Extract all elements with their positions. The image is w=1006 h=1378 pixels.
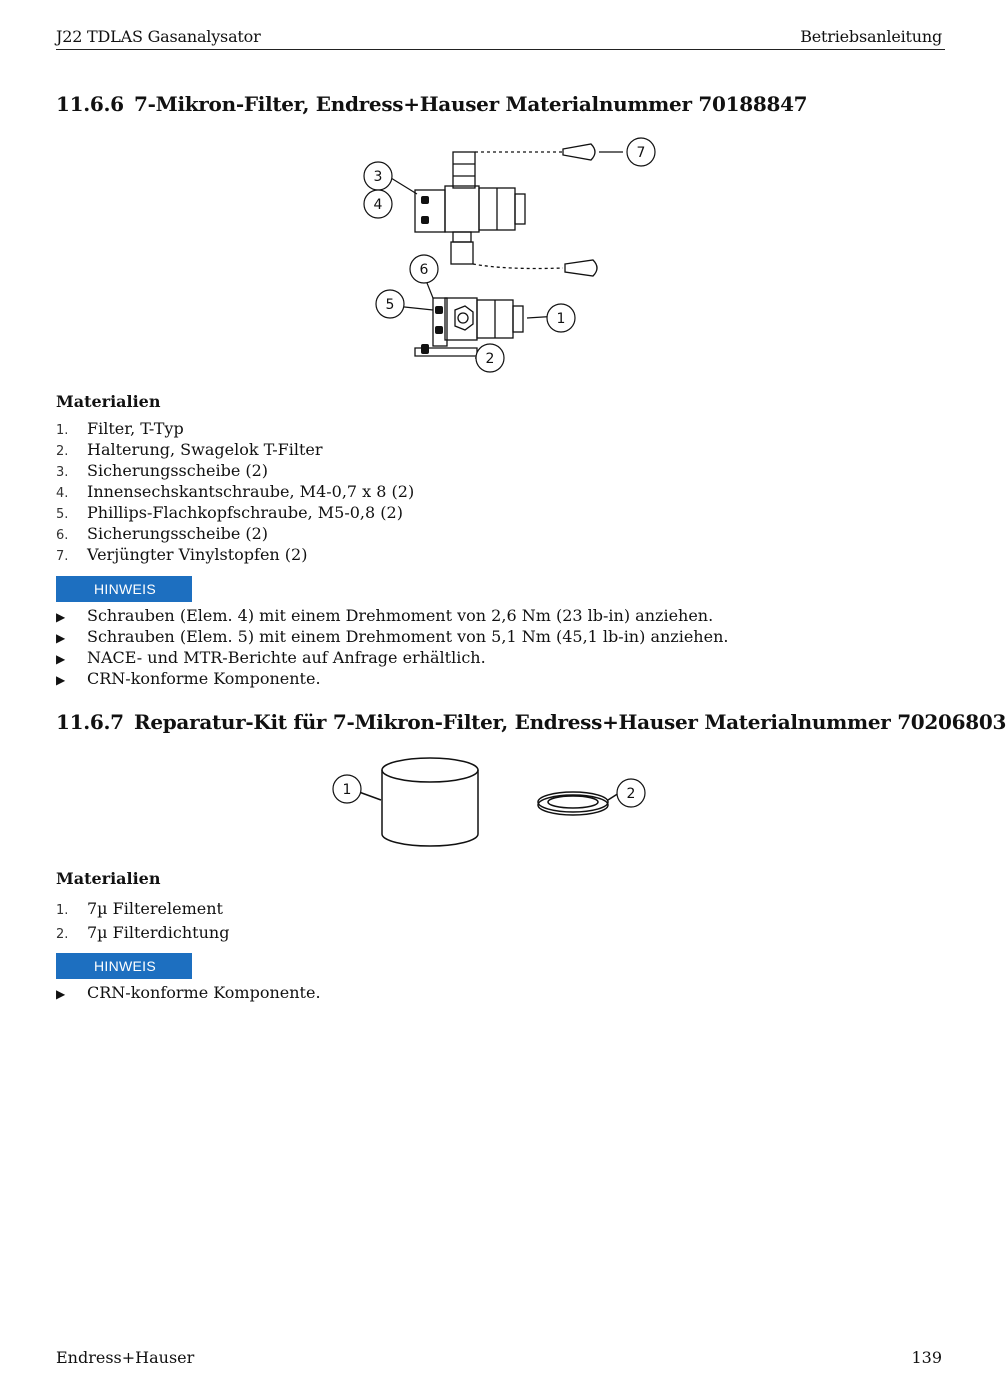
svg-text:1: 1 — [342, 782, 352, 798]
top-nut — [453, 152, 475, 188]
header-divider — [56, 49, 945, 50]
section-number: 11.6.7 — [56, 710, 124, 734]
svg-text:1: 1 — [556, 311, 566, 327]
vinyl-plug-top — [563, 144, 595, 160]
repair-kit-figure — [325, 752, 655, 852]
tee-body — [445, 186, 479, 232]
bullet-triangle-icon: ▶ — [56, 610, 66, 624]
list-item: ▶ Schrauben (Elem. 5) mit einem Drehmoment von 5,1 Nm (45,1 lb-in) anziehen. — [56, 626, 728, 647]
bracket-upper — [415, 190, 445, 232]
list-item: 7. Verjüngter Vinylstopfen (2) — [56, 545, 308, 564]
list-item: 2. 7µ Filterdichtung — [56, 923, 230, 942]
notes-list — [56, 605, 728, 689]
svg-text:2: 2 — [485, 351, 495, 367]
callout-2 — [617, 779, 645, 807]
list-item: 1. Filter, T-Typ — [56, 419, 184, 438]
svg-text:5: 5 — [385, 297, 395, 313]
filter-assembly-figure — [355, 130, 646, 375]
bullet-triangle-icon: ▶ — [56, 652, 66, 666]
list-item: ▶ CRN-konforme Komponente. — [56, 982, 321, 1003]
callout-7 — [627, 138, 655, 166]
notice-badge: HINWEIS — [56, 953, 192, 979]
callout-3 — [364, 162, 392, 190]
section-title: Reparatur-Kit für 7-Mikron-Filter, Endress+Hauser Materialnummer 70206803 — [134, 710, 1006, 734]
running-header-doc-type: Betriebsanleitung — [800, 27, 942, 46]
list-item: ▶ CRN-konforme Komponente. — [56, 668, 728, 689]
section-title: 7-Mikron-Filter, Endress+Hauser Materialnummer 70188847 — [134, 92, 808, 116]
svg-text:4: 4 — [373, 197, 383, 213]
list-item: 5. Phillips-Flachkopfschraube, M5-0,8 (2) — [56, 503, 403, 522]
list-item: 6. Sicherungsscheibe (2) — [56, 524, 269, 543]
svg-text:6: 6 — [419, 262, 429, 278]
page-number: 139 — [911, 1348, 942, 1367]
callout-1 — [333, 775, 361, 803]
svg-text:3: 3 — [373, 169, 383, 185]
list-item: 2. Halterung, Swagelok T-Filter — [56, 440, 323, 459]
filter-element-drawing — [382, 758, 478, 846]
materials-list — [56, 897, 229, 945]
materials-heading: Materialien — [56, 392, 161, 411]
callout-2 — [476, 344, 504, 372]
callout-4 — [364, 190, 392, 218]
svg-text:7: 7 — [636, 145, 646, 161]
materials-heading: Materialien — [56, 869, 161, 888]
list-item: 4. Innensechskantschraube, M4-0,7 x 8 (2) — [56, 482, 415, 501]
callout-1 — [547, 304, 575, 332]
section-heading-11-6-7 — [56, 710, 1006, 734]
callout-6 — [410, 255, 438, 283]
vinyl-plug-bottom — [565, 260, 597, 276]
callout-5 — [376, 290, 404, 318]
section-heading-11-6-6 — [56, 92, 807, 116]
notes-list — [56, 982, 321, 1003]
notice-badge: HINWEIS — [56, 576, 192, 602]
bullet-triangle-icon: ▶ — [56, 631, 66, 645]
list-item: 1. 7µ Filterelement — [56, 899, 223, 918]
section-number: 11.6.6 — [56, 92, 124, 116]
list-item: 3. Sicherungsscheibe (2) — [56, 461, 269, 480]
filter-gasket-drawing — [538, 792, 608, 815]
footer-company: Endress+Hauser — [56, 1348, 195, 1367]
lower-body — [445, 298, 477, 340]
bullet-triangle-icon: ▶ — [56, 987, 66, 1001]
list-item: ▶ NACE- und MTR-Berichte auf Anfrage erhältlich. — [56, 647, 728, 668]
list-item: ▶ Schrauben (Elem. 4) mit einem Drehmoment von 2,6 Nm (23 lb-in) anziehen. — [56, 605, 728, 626]
running-header-title: J22 TDLAS Gasanalysator — [56, 27, 261, 46]
bottom-nut — [451, 242, 473, 264]
materials-list — [56, 418, 414, 565]
svg-text:2: 2 — [626, 786, 636, 802]
bullet-triangle-icon: ▶ — [56, 673, 66, 687]
